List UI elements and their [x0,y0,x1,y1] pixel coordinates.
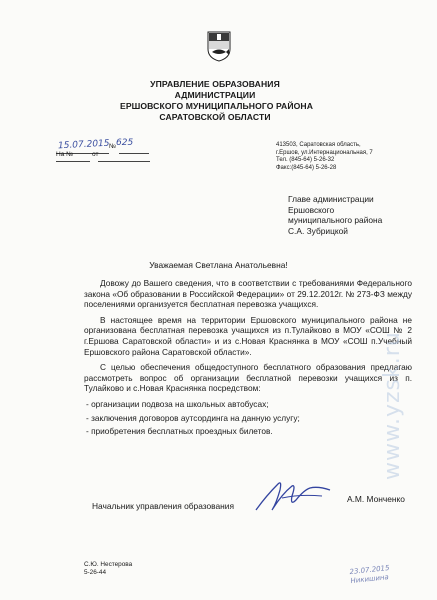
handwritten-note-name: Никишина [350,573,390,586]
address-line-3: Тел. (845-64) 5-26-32 [276,157,335,164]
addressee-line-2: Ершовского [288,204,335,215]
paragraph-1: Довожу до Вашего сведения, что в соответствии с требованиями Федерального закона «Об образовании в Российской Федерации» от 29.12.2012г. № 273-ФЗ между поселениями организуется бесплатная перевозка учащихся. [84,278,412,310]
paragraph-3: С целью обеспечения общедоступного бесплатного образования предлагаю рассмотреть вопрос об организации бесплатной перевозки учащихся из п. Тулайково и с.Новая Краснянка посредством: [84,362,412,394]
header-line-3: ЕРШОВСКОГО МУНИЦИПАЛЬНОГО РАЙОНА [120,101,314,111]
coat-of-arms-icon [207,31,231,62]
addressee-line-1: Главе администрации [288,194,374,204]
handwritten-date: 15.07.2015 [57,138,110,152]
na-underline [56,161,90,162]
options-list [84,399,412,437]
number-label: № [109,143,116,150]
handwritten-number: 625 [116,138,134,148]
header-line-2: АДМИНИСТРАЦИИ [174,90,256,100]
header-line-1: УПРАВЛЕНИЕ ОБРАЗОВАНИЯ [150,79,280,89]
executor-phone: 5-26-44 [84,569,107,577]
ot-underline [98,161,150,162]
address-line-4: Факс:(845-64) 5-26-28 [276,164,337,171]
letter-body [84,278,412,440]
list-item: - приобретения бесплатных проездных билетов. [86,426,273,437]
salutation: Уважаемая Светлана Анатольевна! [149,260,288,270]
organization-header [120,79,314,123]
list-item: - организации подвоза на школьных автобусах; [86,398,269,409]
signatory-name: А.М. Монченко [347,494,405,504]
handwritten-note [349,564,391,586]
executor-name: С.Ю. Нестерова [84,561,133,568]
list-item: - заключения договоров аутсординга на данную услугу; [86,412,300,423]
addressee-block [288,194,428,236]
ot-label: от [92,151,99,158]
website-watermark: www.yzsk.ru [380,331,405,480]
addressee-line-4: С.А. Зубрицкой [288,225,348,236]
handwritten-note-date: 23.07.2015 [349,563,390,577]
signatory-title: Начальник управления образования [92,501,235,511]
executor-info [84,561,132,578]
address-line-1: 413503, Саратовская область, [276,142,361,148]
handwritten-signature [252,476,334,516]
header-line-4: САРАТОВСКОЙ ОБЛАСТИ [159,112,271,122]
sender-address [276,142,416,172]
paragraph-2: В настоящее время на территории Ершовского муниципального района не организована бесплатная перевозка учащихся из п.Тулайково в МОУ «СОШ № 2 г.Ершова Саратовской области» и из с.Новая Краснянка в МОУ «СОШ п.Учебный Ершовского района Саратовской области». [84,314,412,357]
address-line-2: г.Ершов, ул.Интернациональная, 7 [276,149,373,156]
addressee-line-3: муниципального района [288,215,383,226]
na-label: На № [56,151,74,158]
number-underline [119,153,149,154]
